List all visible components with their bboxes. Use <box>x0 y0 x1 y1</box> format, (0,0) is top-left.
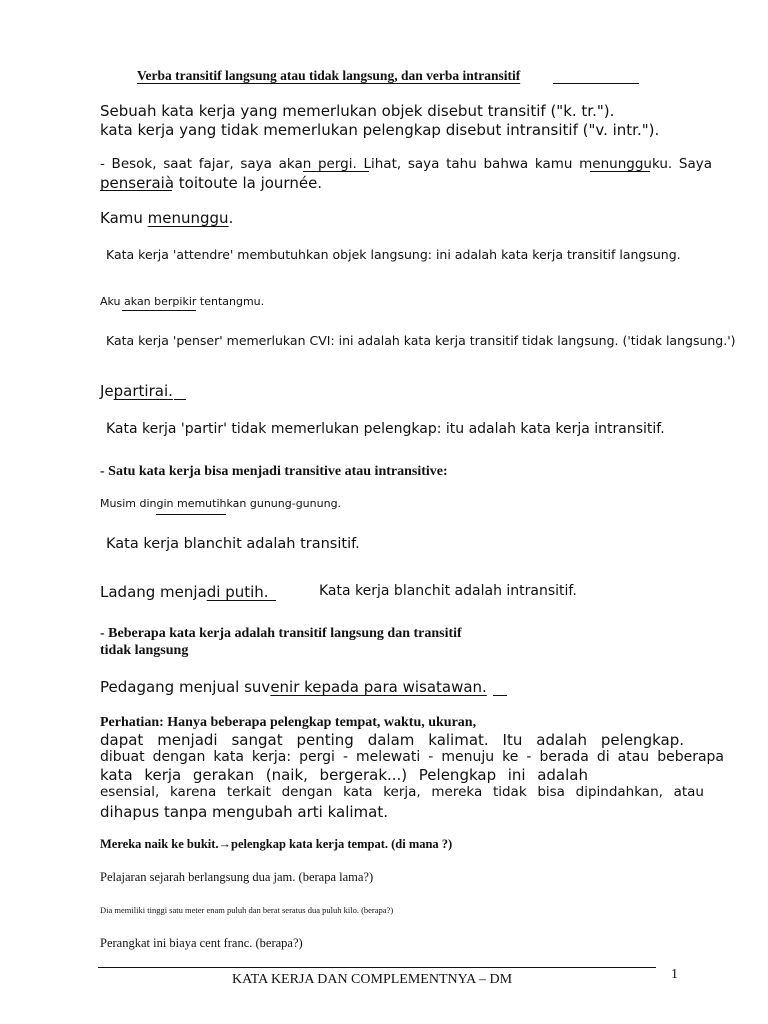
perhatian-line-2: dibuat dengan kata kerja: pergi - melewati - menuju ke - berada di atau beberapa <box>100 749 724 765</box>
underline-partirai-tail <box>174 399 186 400</box>
footer-rule <box>98 967 656 968</box>
sentence-pedagang <box>100 678 487 696</box>
perhatian-line-5: dihapus tanpa mengubah arti kalimat. <box>100 803 389 821</box>
note-partir: Kata kerja 'partir' tidak memerlukan pelengkap: itu adalah kata kerja intransitif. <box>106 421 665 437</box>
sentence-kamu-start: Kamu <box>100 209 148 227</box>
page-title: Verba transitif langsung atau tidak langsung, dan verba intransitif <box>137 68 521 83</box>
heading-beberapa-line-2: tidak langsung <box>100 643 189 658</box>
sentence-ladang-underlined: di putih. <box>206 583 269 601</box>
page-number: 1 <box>671 967 678 982</box>
intro-line-1: Sebuah kata kerja yang memerlukan objek disebut transitif ("k. tr."). <box>100 102 615 120</box>
underline-wisatawan-tail <box>493 695 507 696</box>
sentence-mereka: Mereka naik ke bukit.→pelengkap kata kerja tempat. (di mana ?) <box>100 837 453 851</box>
sentence-pelajaran: Pelajaran sejarah berlangsung dua jam. (berapa lama?) <box>100 870 374 884</box>
underline-putih-tail <box>264 600 276 601</box>
example-1-line-1: - Besok, saat fajar, saya akan pergi. Lihat, saya tahu bahwa kamu menungguku. Saya <box>100 156 712 172</box>
heading-satu-kata-kerja: - Satu kata kerja bisa menjadi transitive atau intransitive: <box>100 464 448 479</box>
underline-pergi <box>303 171 369 172</box>
sentence-perangkat: Perangkat ini biaya cent franc. (berapa?) <box>100 936 303 950</box>
sentence-aku: Aku akan berpikir tentangmu. <box>100 295 265 308</box>
intro-line-2: kata kerja yang tidak memerlukan pelengkap disebut intransitif ("v. intr."). <box>100 121 660 139</box>
underline-menunggu <box>590 171 650 172</box>
perhatian-line-3: kata kerja gerakan (naik, bergerak...) Pelengkap ini adalah <box>100 766 588 784</box>
sentence-je-verb: partirai. <box>113 382 173 400</box>
sentence-je-partirai <box>100 382 173 400</box>
sentence-kamu <box>100 209 233 227</box>
sentence-pedagang-underlined: enir kepada para wisatawan. <box>270 678 487 696</box>
example-1-line-2: penseraià toitoute la journée. <box>100 174 323 192</box>
note-penser: Kata kerja 'penser' memerlukan CVI: ini adalah kata kerja transitif tidak langsung. ('tidak langsung.') <box>106 333 736 348</box>
perhatian-line-1: dapat menjadi sangat penting dalam kalimat. Itu adalah pelengkap. <box>100 731 684 749</box>
perhatian-line-4: esensial, karena terkait dengan kata kerja, mereka tidak bisa dipindahkan, atau <box>100 784 704 800</box>
sentence-ladang <box>100 583 269 601</box>
footer-text: KATA KERJA DAN COMPLEMENTNYA – DM <box>232 972 513 987</box>
note-attendre: Kata kerja 'attendre' membutuhkan objek langsung: ini adalah kata kerja transitif langsung. <box>106 247 681 262</box>
sentence-dia: Dia memiliki tinggi satu meter enam puluh dan berat seratus dua puluh kilo. (berapa?) <box>100 905 394 915</box>
heading-beberapa-line-1: - Beberapa kata kerja adalah transitif langsung dan transitif <box>100 626 462 641</box>
sentence-je-start: Je <box>100 382 114 400</box>
sentence-pedagang-start: Pedagang menjual suv <box>100 678 271 696</box>
note-blanchit-intransitif: Kata kerja blanchit adalah intransitif. <box>319 583 577 599</box>
sentence-kamu-verb: menunggu <box>147 209 229 227</box>
title-underline-extension <box>553 83 639 84</box>
sentence-kamu-end: . <box>228 209 234 227</box>
underline-penserai <box>100 190 172 191</box>
sentence-ladang-start: Ladang menja <box>100 583 207 601</box>
note-blanchit-transitif: Kata kerja blanchit adalah transitif. <box>106 536 360 552</box>
perhatian-heading: Perhatian: Hanya beberapa pelengkap tempat, waktu, ukuran, <box>100 715 477 730</box>
underline-memutihkan <box>156 514 226 515</box>
sentence-musim: Musim dingin memutihkan gunung-gunung. <box>100 497 342 510</box>
underline-akan-berpikir <box>122 310 196 311</box>
